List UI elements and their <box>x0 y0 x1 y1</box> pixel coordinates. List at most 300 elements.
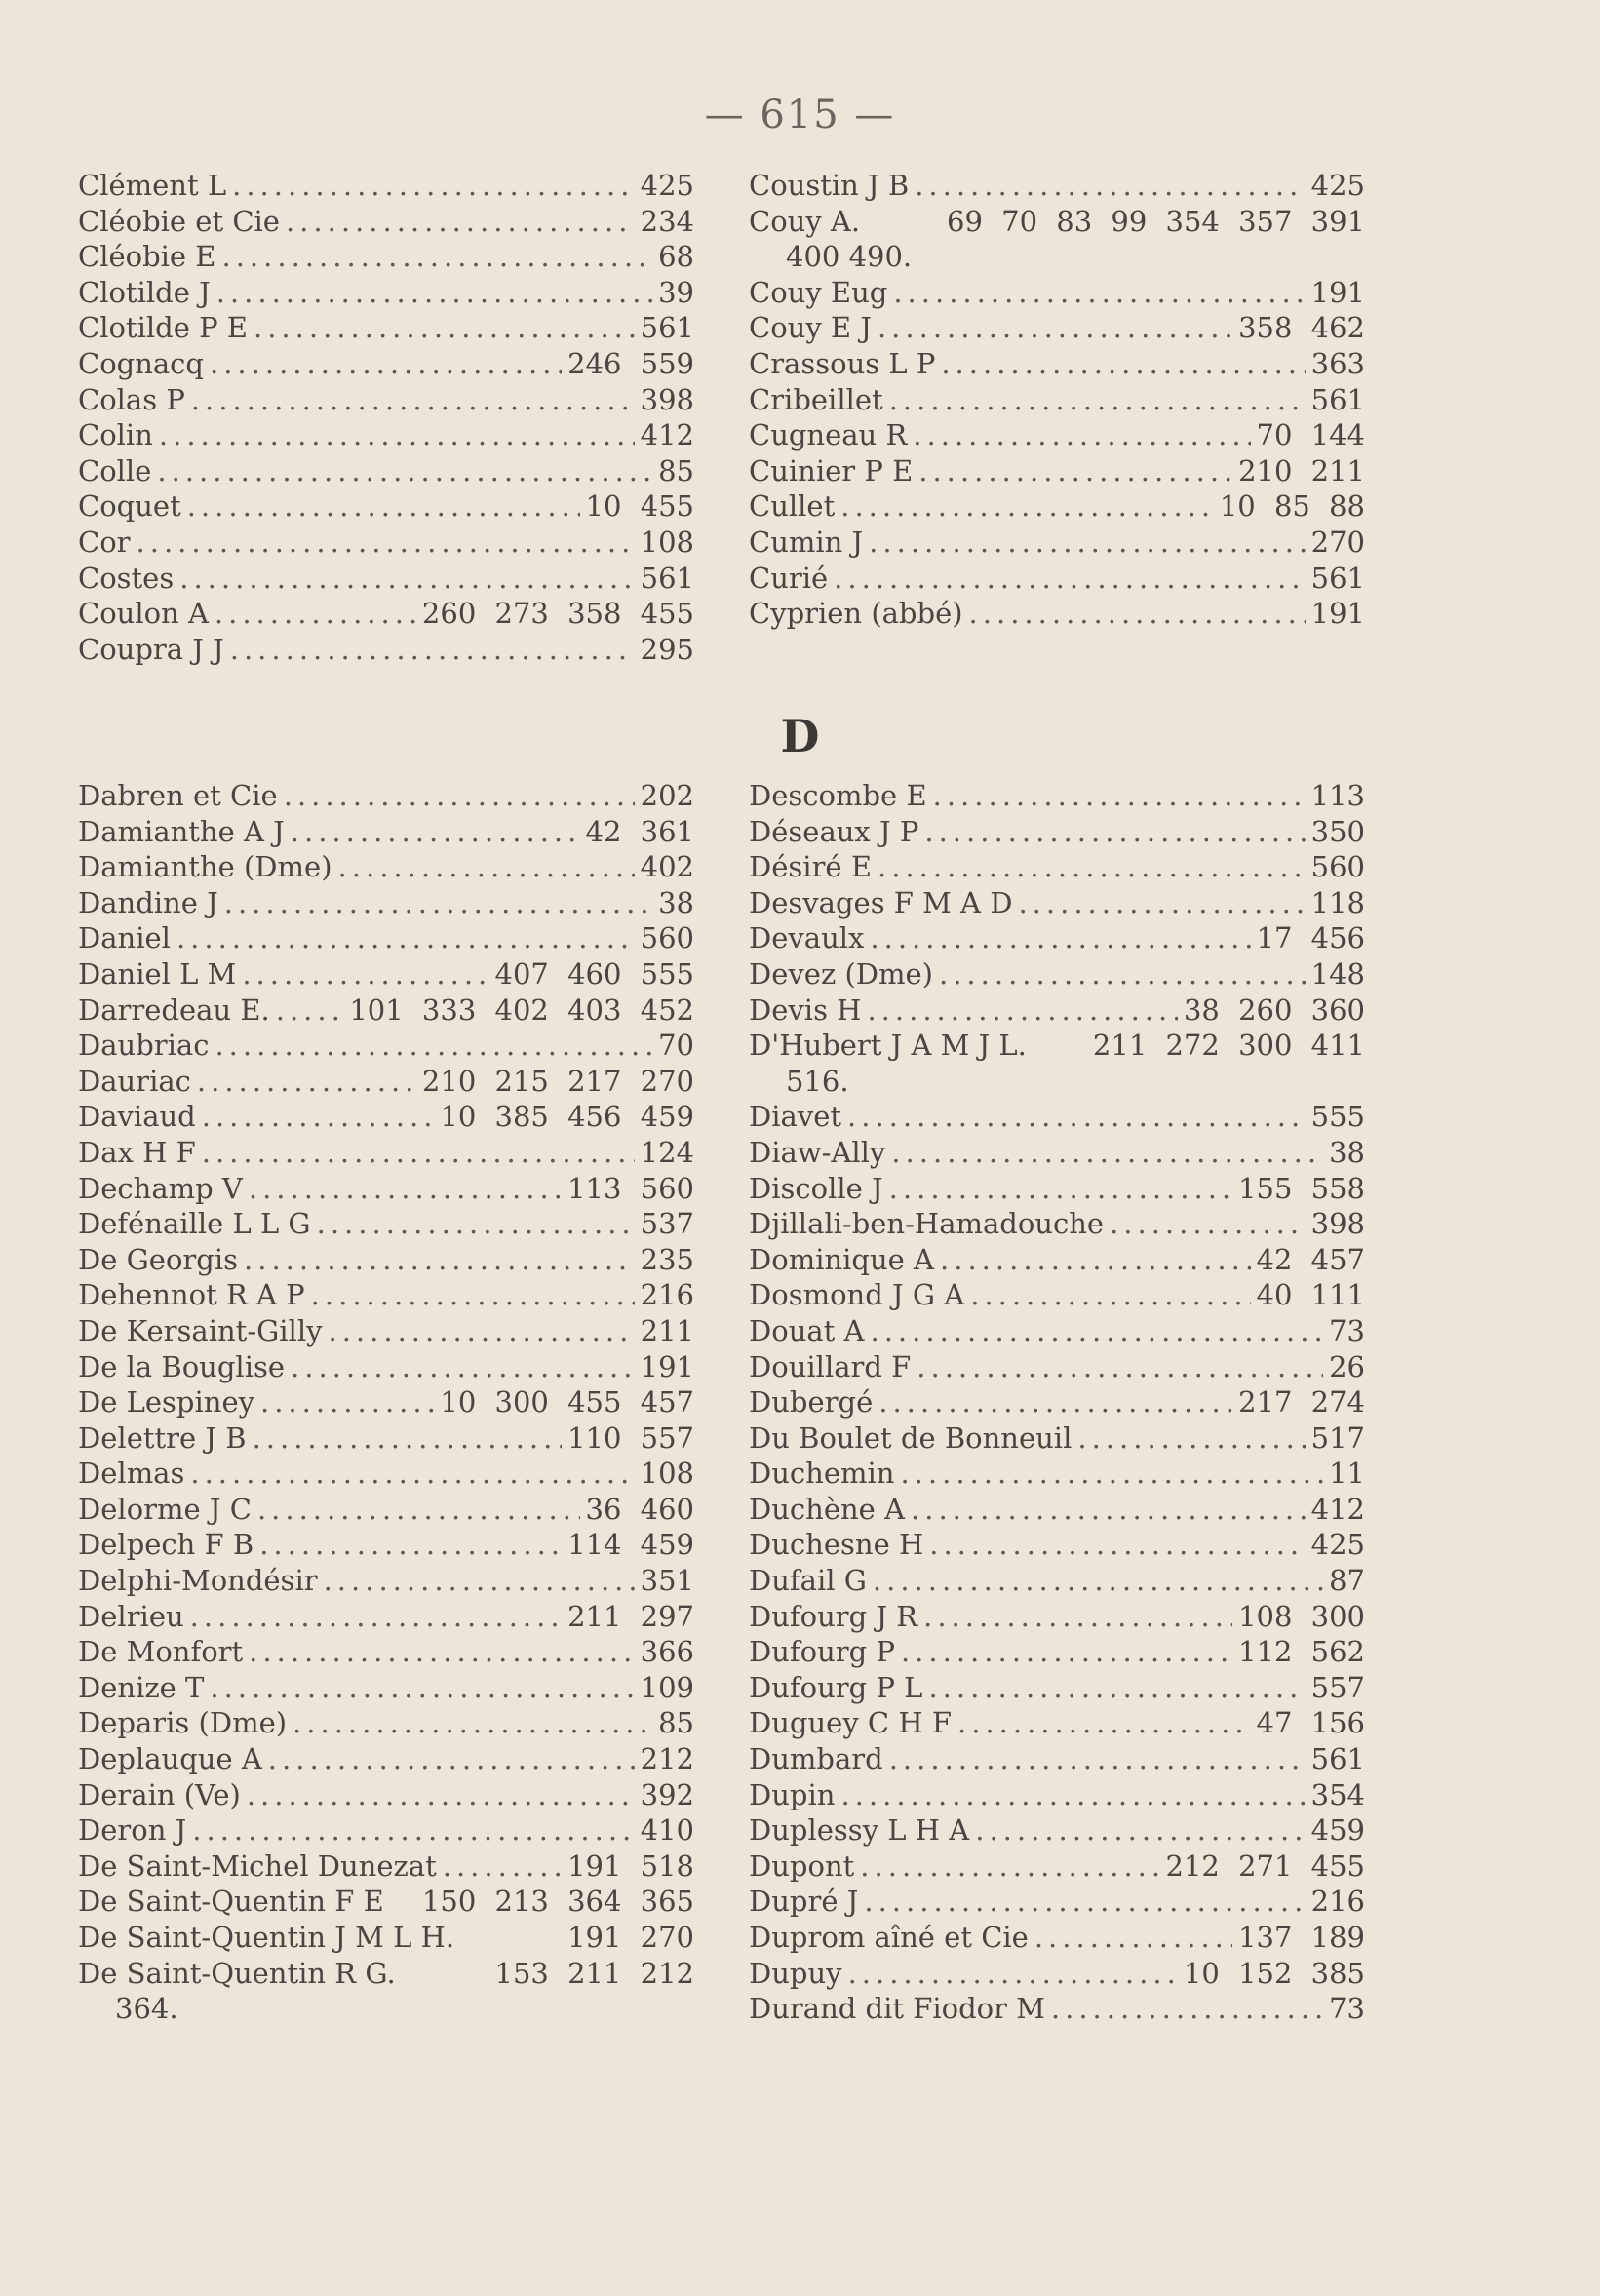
index-entry <box>749 488 1365 525</box>
entry-page-refs: 295 <box>640 632 694 666</box>
index-entry <box>749 1277 1365 1313</box>
entry-name: Crassous L P <box>749 346 936 380</box>
leader-dots <box>878 310 1232 346</box>
index-entry <box>78 1206 694 1242</box>
leader-dots <box>286 204 635 240</box>
leader-dots <box>192 1812 634 1848</box>
index-entry <box>78 1705 694 1741</box>
index-section-c <box>78 168 1365 667</box>
index-entry <box>749 1456 1365 1492</box>
leader-dots <box>975 1812 1305 1848</box>
leader-dots <box>443 1848 562 1885</box>
index-entry <box>749 1848 1365 1885</box>
entry-name: Darredeau E. <box>78 992 270 1027</box>
entry-name: Dufail G <box>749 1564 867 1598</box>
leader-dots <box>260 1384 434 1420</box>
index-entry <box>749 1064 1365 1100</box>
leader-dots <box>840 1777 1305 1813</box>
entry-page-refs: 425 <box>1310 1528 1365 1562</box>
entry-name: De Lespiney <box>78 1385 254 1420</box>
leader-dots <box>329 1313 635 1349</box>
entry-name: Dupin <box>749 1777 836 1811</box>
leader-dots <box>864 1884 1305 1920</box>
index-entry <box>749 1670 1365 1706</box>
leader-dots <box>928 1670 1305 1706</box>
entry-name: Duguey C H F <box>749 1706 952 1740</box>
leader-dots <box>253 1420 563 1457</box>
entry-name: Désiré E <box>749 850 872 884</box>
index-entry <box>78 204 694 240</box>
index-entry <box>78 956 694 992</box>
entry-page-refs: 191 270 <box>567 1921 694 1954</box>
entry-name: Delrieu <box>78 1599 184 1633</box>
entry-page-refs: 26 <box>1329 1349 1365 1383</box>
entry-name: Dupré J <box>749 1885 859 1919</box>
entry-name: De Kersaint-Gilly <box>78 1313 323 1347</box>
entry-name: Deplauque A <box>78 1742 262 1776</box>
entry-name: Dax H F <box>78 1135 196 1169</box>
index-entry <box>749 1884 1365 1920</box>
leader-dots <box>1110 1206 1306 1242</box>
index-entry <box>78 453 694 489</box>
leader-dots <box>324 1563 635 1599</box>
leader-dots <box>311 1277 635 1313</box>
leader-dots <box>933 778 1306 814</box>
entry-name: Dubergé <box>749 1385 874 1420</box>
index-entry <box>78 1349 694 1385</box>
entry-page-refs: 108 <box>640 525 694 559</box>
leader-dots <box>873 1563 1323 1599</box>
entry-page-refs: 398 <box>1310 1207 1365 1241</box>
leader-dots <box>871 1313 1324 1349</box>
leader-dots <box>202 1099 435 1135</box>
leader-dots <box>221 239 652 275</box>
index-entry <box>78 1812 694 1848</box>
index-entry <box>78 1884 694 1920</box>
entry-name: Colin <box>78 418 153 452</box>
entry-name: Coustin J B <box>749 169 910 202</box>
entry-name: Defénaille L L G <box>78 1207 311 1241</box>
index-entry <box>749 1777 1365 1813</box>
leader-dots <box>848 1956 1178 1992</box>
index-entry <box>78 778 694 814</box>
entry-name: Costes <box>78 561 175 595</box>
entry-page-refs: 555 <box>1310 1100 1365 1134</box>
leader-dots <box>249 1634 634 1670</box>
index-entry <box>749 1384 1365 1420</box>
entry-page-refs: 191 518 <box>567 1848 694 1883</box>
entry-page-refs: 410 <box>640 1813 694 1848</box>
entry-name: Dosmond J G A <box>749 1278 965 1312</box>
index-entry <box>78 992 694 1029</box>
entry-name: Couy Eug <box>749 275 888 309</box>
index-entry <box>749 885 1365 921</box>
leader-dots <box>176 920 635 956</box>
index-entry <box>78 310 694 346</box>
leader-dots <box>232 168 635 204</box>
entry-name: Cuinier P E <box>749 453 914 487</box>
index-column-right <box>749 168 1365 667</box>
index-entry <box>749 1206 1365 1242</box>
leader-dots <box>202 1135 635 1171</box>
index-entry <box>78 1599 694 1635</box>
index-entry <box>78 1920 694 1956</box>
leader-dots <box>901 1634 1232 1670</box>
entry-name: Dufourg J R <box>749 1599 918 1633</box>
entry-page-refs: 85 <box>658 1706 694 1740</box>
index-entry <box>78 885 694 921</box>
entry-page-refs: 392 <box>640 1777 694 1811</box>
leader-dots <box>929 1527 1305 1563</box>
entry-name: Coupra J J <box>78 632 224 666</box>
index-entry <box>78 1242 694 1278</box>
entry-page-refs: 246 559 <box>567 346 694 380</box>
entry-page-refs: 153 211 212 <box>494 1956 694 1990</box>
index-entry <box>78 1777 694 1813</box>
entry-page-refs: 459 <box>1310 1813 1365 1848</box>
entry-page-refs: 351 <box>640 1564 694 1598</box>
entry-page-refs: 10 455 <box>585 489 694 524</box>
leader-dots <box>187 488 580 525</box>
entry-name: 516. <box>786 1064 849 1098</box>
entry-page-refs: 108 300 <box>1238 1599 1365 1633</box>
leader-dots <box>860 1848 1159 1885</box>
entry-name: Dupont <box>749 1848 855 1883</box>
index-entry <box>78 1171 694 1207</box>
entry-name: Delorme J C <box>78 1492 252 1526</box>
entry-page-refs: 234 <box>640 204 694 238</box>
index-entry <box>749 275 1365 311</box>
entry-page-refs: 202 <box>640 779 694 812</box>
entry-page-refs: 42 457 <box>1256 1242 1365 1276</box>
index-entry <box>749 1563 1365 1599</box>
leader-dots <box>878 849 1306 885</box>
entry-page-refs: 113 <box>1310 779 1365 812</box>
leader-dots <box>893 275 1305 311</box>
entry-page-refs: 40 111 <box>1256 1278 1365 1312</box>
index-entry <box>78 1456 694 1492</box>
section-heading: D <box>780 710 820 762</box>
index-entry <box>749 1812 1365 1848</box>
leader-dots <box>869 525 1305 561</box>
leader-dots <box>190 1456 634 1492</box>
entry-name: Colas P <box>78 382 185 416</box>
leader-dots <box>338 849 635 885</box>
index-entry <box>78 1492 694 1528</box>
entry-page-refs: 358 462 <box>1238 311 1365 345</box>
entry-page-refs: 561 <box>1310 1742 1365 1776</box>
entry-name: Cléobie et Cie <box>78 204 280 238</box>
entry-name: De Monfort <box>78 1635 244 1669</box>
index-entry <box>749 525 1365 561</box>
leader-dots <box>889 1741 1306 1777</box>
entry-page-refs: 47 156 <box>1256 1706 1365 1740</box>
index-entry <box>78 275 694 311</box>
entry-page-refs: 113 560 <box>567 1171 694 1205</box>
entry-name: Dechamp V <box>78 1171 243 1205</box>
leader-dots <box>191 382 635 418</box>
entry-page-refs: 210 215 217 270 <box>421 1064 694 1098</box>
entry-name: 364. <box>115 1992 178 2026</box>
index-entry <box>749 1705 1365 1741</box>
entry-name: Diaw-Ally <box>749 1135 886 1169</box>
entry-name: Coquet <box>78 489 181 524</box>
entry-name: De Georgis <box>78 1242 239 1276</box>
entry-name: D'Hubert J A M J L. <box>749 1029 1027 1063</box>
index-entry <box>78 561 694 597</box>
leader-dots <box>915 168 1305 204</box>
entry-name: Daniel <box>78 921 171 955</box>
entry-page-refs: 87 <box>1329 1564 1365 1598</box>
entry-name: De Saint-Quentin R G. <box>78 1956 396 1990</box>
index-entry <box>78 814 694 850</box>
leader-dots <box>889 382 1306 418</box>
entry-page-refs: 137 189 <box>1238 1921 1365 1954</box>
leader-dots <box>291 814 580 850</box>
entry-name: Diavet <box>749 1100 842 1134</box>
entry-page-refs: 155 558 <box>1238 1171 1365 1205</box>
entry-page-refs: 70 <box>658 1029 694 1063</box>
entry-page-refs: 366 <box>640 1635 694 1669</box>
entry-page-refs: 407 460 555 <box>494 956 694 991</box>
entry-page-refs: 557 <box>1310 1670 1365 1704</box>
entry-name: Clotilde P E <box>78 311 248 345</box>
leader-dots <box>847 1099 1306 1135</box>
index-entry <box>749 346 1365 382</box>
index-entry <box>78 488 694 525</box>
index-column-left <box>78 778 694 2027</box>
entry-name: Duchemin <box>749 1457 895 1491</box>
leader-dots <box>291 1349 635 1385</box>
entry-page-refs: 412 <box>640 418 694 452</box>
leader-dots <box>917 1349 1323 1385</box>
leader-dots <box>249 1171 562 1207</box>
entry-name: Daubriac <box>78 1029 210 1063</box>
entry-page-refs: 412 <box>1310 1492 1365 1526</box>
entry-page-refs: 363 <box>1310 346 1365 380</box>
entry-name: Cognacq <box>78 346 204 380</box>
index-entry <box>78 849 694 885</box>
index-entry <box>749 1956 1365 1992</box>
index-entry <box>749 920 1365 956</box>
entry-name: Cyprien (abbé) <box>749 597 963 631</box>
entry-name: Clément L <box>78 169 227 202</box>
entry-page-refs: 148 <box>1310 956 1365 991</box>
entry-page-refs: 517 <box>1310 1420 1365 1455</box>
entry-page-refs: 216 <box>1310 1885 1365 1919</box>
entry-name: Delettre J B <box>78 1420 247 1455</box>
entry-page-refs: 36 460 <box>585 1492 694 1526</box>
leader-dots <box>924 814 1305 850</box>
index-entry <box>78 1099 694 1135</box>
entry-name: De Saint-Quentin F E <box>78 1885 384 1919</box>
entry-page-refs: 216 <box>640 1278 694 1312</box>
entry-page-refs: 270 <box>1310 525 1365 559</box>
index-entry <box>749 778 1365 814</box>
leader-dots <box>179 561 634 597</box>
entry-name: Douat A <box>749 1313 865 1347</box>
index-entry <box>78 417 694 453</box>
leader-dots <box>276 992 344 1029</box>
entry-page-refs: 217 274 <box>1238 1385 1365 1420</box>
entry-name: Cugneau R <box>749 418 908 452</box>
index-entry <box>78 168 694 204</box>
index-entry <box>78 1563 694 1599</box>
entry-page-refs: 402 <box>640 850 694 884</box>
entry-name: Cléobie E <box>78 240 216 274</box>
entry-page-refs: 39 <box>658 275 694 309</box>
index-entry <box>749 1420 1365 1457</box>
index-entry <box>749 204 1365 240</box>
leader-dots <box>259 1527 562 1563</box>
index-entry <box>749 417 1365 453</box>
entry-page-refs: 38 <box>658 885 694 919</box>
index-entry <box>78 596 694 632</box>
entry-name: De Saint-Michel Dunezat <box>78 1848 437 1883</box>
page-number: — 615 — <box>704 93 896 137</box>
entry-page-refs: 10 300 455 457 <box>440 1385 694 1420</box>
entry-page-refs: 260 273 358 455 <box>421 597 694 631</box>
entry-name: Dabren et Cie <box>78 779 278 812</box>
entry-page-refs: 537 <box>640 1207 694 1241</box>
entry-name: Devis H <box>749 992 862 1027</box>
leader-dots <box>210 1670 634 1706</box>
leader-dots <box>911 1492 1306 1528</box>
leader-dots <box>957 1705 1251 1741</box>
index-entry <box>78 632 694 668</box>
index-entry <box>749 168 1365 204</box>
leader-dots <box>197 1064 416 1100</box>
leader-dots <box>939 956 1306 992</box>
entry-name: Dehennot R A P <box>78 1278 305 1312</box>
index-entry <box>78 1527 694 1563</box>
entry-page-refs: 11 <box>1329 1457 1365 1491</box>
entry-page-refs: 70 144 <box>1256 418 1365 452</box>
entry-name: Delpech F B <box>78 1528 254 1562</box>
leader-dots <box>1018 885 1305 921</box>
leader-dots <box>923 1599 1232 1635</box>
leader-dots <box>870 920 1250 956</box>
entry-name: Couy E J <box>749 311 872 345</box>
leader-dots <box>244 1242 635 1278</box>
leader-dots <box>215 596 416 632</box>
index-entry <box>78 1028 694 1064</box>
leader-dots <box>889 1171 1232 1207</box>
entry-page-refs: 560 <box>640 921 694 955</box>
index-entry <box>78 1741 694 1777</box>
entry-page-refs: 210 211 <box>1238 453 1365 487</box>
leader-dots <box>224 885 652 921</box>
index-section-d <box>78 778 1365 2027</box>
index-entry <box>749 1028 1365 1064</box>
entry-name: Damianthe (Dme) <box>78 850 332 884</box>
index-entry <box>78 1956 694 1992</box>
entry-page-refs: 69 70 83 99 354 357 391 <box>947 204 1365 238</box>
entry-name: De Saint-Quentin J M L H. <box>78 1921 455 1954</box>
entry-page-refs: 42 361 <box>585 814 694 848</box>
entry-page-refs: 110 557 <box>567 1420 694 1455</box>
entry-page-refs: 212 <box>640 1742 694 1776</box>
entry-page-refs: 561 <box>640 311 694 345</box>
index-entry <box>749 1099 1365 1135</box>
index-entry <box>749 239 1365 275</box>
index-entry <box>749 849 1365 885</box>
leader-dots <box>913 417 1250 453</box>
index-entry <box>78 1634 694 1670</box>
leader-dots <box>834 561 1305 597</box>
entry-page-refs: 561 <box>1310 561 1365 595</box>
entry-name: Dupuy <box>749 1956 842 1990</box>
entry-name: Devaulx <box>749 921 865 955</box>
leader-dots <box>918 453 1232 489</box>
index-column-left <box>78 168 694 667</box>
entry-page-refs: 212 271 455 <box>1165 1848 1365 1883</box>
leader-dots <box>900 1456 1323 1492</box>
entry-page-refs: 191 <box>1310 597 1365 631</box>
entry-name: 400 490. <box>786 240 913 274</box>
entry-name: Cumin J <box>749 525 864 559</box>
index-entry <box>749 1171 1365 1207</box>
entry-page-refs: 191 <box>640 1349 694 1383</box>
entry-page-refs: 68 <box>658 240 694 274</box>
leader-dots <box>137 525 635 561</box>
leader-dots <box>867 992 1177 1029</box>
entry-page-refs: 211 272 300 411 <box>1092 1029 1365 1063</box>
entry-page-refs: 150 213 364 365 <box>421 1885 694 1919</box>
index-entry <box>78 239 694 275</box>
leader-dots <box>247 1777 635 1813</box>
entry-name: Delmas <box>78 1457 185 1491</box>
entry-page-refs: 118 <box>1310 885 1365 919</box>
entry-page-refs: 109 <box>640 1670 694 1704</box>
index-entry <box>749 1634 1365 1670</box>
entry-name: Dauriac <box>78 1064 191 1098</box>
index-entry <box>78 382 694 418</box>
entry-page-refs: 10 85 88 <box>1219 489 1365 524</box>
leader-dots <box>159 417 635 453</box>
entry-page-refs: 73 <box>1329 1313 1365 1347</box>
index-entry <box>749 1599 1365 1635</box>
index-entry <box>749 1135 1365 1171</box>
entry-name: Deparis (Dme) <box>78 1706 288 1740</box>
index-entry <box>78 1384 694 1420</box>
index-entry <box>749 1991 1365 2027</box>
index-entry <box>78 1670 694 1706</box>
entry-name: Douillard F <box>749 1349 912 1383</box>
entry-name: Dandine J <box>78 885 218 919</box>
entry-page-refs: 108 <box>640 1457 694 1491</box>
entry-page-refs: 354 <box>1310 1777 1365 1811</box>
entry-page-refs: 17 456 <box>1256 921 1365 955</box>
leader-dots <box>940 1242 1251 1278</box>
index-entry <box>78 1135 694 1171</box>
entry-name: Duchesne H <box>749 1528 924 1562</box>
entry-name: Cullet <box>749 489 836 524</box>
leader-dots <box>878 1384 1232 1420</box>
index-entry <box>78 346 694 382</box>
entry-name: Colle <box>78 453 152 487</box>
index-entry <box>749 453 1365 489</box>
index-entry <box>78 1991 694 2027</box>
index-entry <box>749 1313 1365 1349</box>
leader-dots <box>254 310 635 346</box>
index-entry <box>749 561 1365 597</box>
entry-page-refs: 211 297 <box>567 1599 694 1633</box>
entry-name: Déseaux J P <box>749 814 919 848</box>
entry-page-refs: 425 <box>1310 169 1365 202</box>
entry-name: Cor <box>78 525 131 559</box>
entry-page-refs: 561 <box>1310 382 1365 416</box>
